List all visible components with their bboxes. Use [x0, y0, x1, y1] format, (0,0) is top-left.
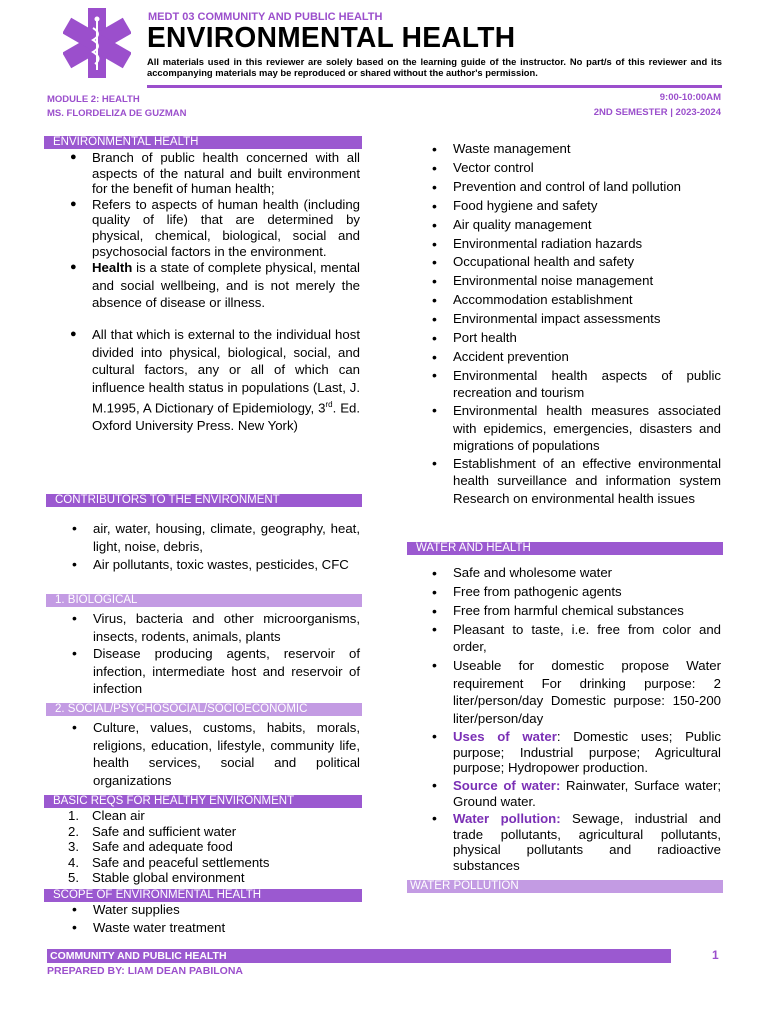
scope-list-right [453, 140, 721, 508]
list-item: 1. Clean air [68, 808, 145, 823]
list-item [92, 259, 360, 312]
list-item: • Air quality management [453, 216, 721, 235]
footer-bar: COMMUNITY AND PUBLIC HEALTH [47, 949, 671, 963]
list-item: • Vector control [453, 159, 721, 178]
list-item: • Virus, bacteria and other microorganisms, insects, rodents, animals, plants [93, 610, 360, 645]
env-health-list [92, 150, 360, 435]
list-item: • Environmental health measures associated with epidemics, emergencies, disasters and migrations of populations [453, 402, 721, 455]
section-heading-basic-reqs: BASIC REQS FOR HEALTHY ENVIRONMENT [44, 795, 362, 808]
water-pollution-label: Water pollution: [453, 811, 561, 827]
page-number: 1 [712, 948, 719, 962]
section-heading-environmental-health: ENVIRONMENTAL HEALTH [44, 136, 362, 149]
list-item: • Useable for domestic propose Water requirement For drinking purpose: 2 liter/person/day Domestic purpose: 150-200 liter/person/day [453, 657, 721, 727]
list-item: • Accommodation establishment [453, 291, 721, 310]
list-item: ● All that which is external to the individual host divided into physical, biological, social, and cultural factors, any or all of which can influence health status in populations (Last, J. M.1995, A Dictionary of Epidemiology, 3rd. Ed. Oxford University Press. New York) [92, 326, 360, 435]
section-heading-water-pollution: WATER POLLUTION [407, 880, 723, 893]
disclaimer: All materials used in this reviewer are solely based on the learning guide of the instructor. No part/s of this reviewer and its accompanying materials may be reproduced or shared without the author's permission. [147, 56, 722, 78]
instructor-label: MS. FLORDELIZA DE GUZMAN [47, 108, 187, 119]
health-term: Health [92, 260, 133, 276]
list-item: • Port health [453, 329, 721, 348]
list-item: • Culture, values, customs, habits, morals, religions, education, lifestyle, community life, health services, social and political organizations [93, 719, 360, 789]
list-item: • Disease producing agents, reservoir of infection, intermediate host and reservoir of infection [93, 645, 360, 698]
list-item: • Water supplies [93, 901, 360, 919]
page-title: ENVIRONMENTAL HEALTH [147, 22, 516, 54]
list-item: • Food hygiene and safety [453, 197, 721, 216]
list-item: 5. Stable global environment [68, 870, 245, 886]
list-item: • Establishment of an effective environmental health surveillance and information system Research on environmental health issues [453, 455, 721, 508]
water-health-list [453, 564, 721, 874]
section-heading-biological: 1. BIOLOGICAL [46, 594, 362, 607]
list-item: • Uses of water: Domestic uses; Public purpose; Industrial purpose; Agricultural purpose; Hydropower production. [453, 729, 721, 776]
list-item: • Environmental radiation hazards [453, 235, 721, 254]
list-item: 3. Safe and adequate food [68, 839, 233, 855]
list-item: • Prevention and control of land pollution [453, 178, 721, 197]
list-item: ● Refers to aspects of human health (including quality of life) that are determined by physical, chemical, biological, social and psychosocial factors in the environment. [92, 197, 360, 259]
list-item: • Waste water treatment [93, 919, 360, 937]
list-item: 2. Safe and sufficient water [68, 823, 237, 839]
list-item: • Waste management [453, 140, 721, 159]
section-heading-social: 2. SOCIAL/PSYCHOSOCIAL/SOCIOECONOMIC [46, 703, 362, 716]
course-title: MEDT 03 COMMUNITY AND PUBLIC HEALTH [148, 11, 383, 23]
biological-list [93, 610, 360, 698]
semester-label: 2ND SEMESTER | 2023-2024 [593, 107, 721, 118]
list-item: • Pleasant to taste, i.e. free from color and order, [453, 621, 721, 656]
list-item: • Free from pathogenic agents [453, 583, 721, 602]
module-label: MODULE 2: HEALTH [47, 94, 140, 105]
section-heading-water-health: WATER AND HEALTH [407, 542, 723, 555]
list-item: 4. Safe and peaceful settlements [68, 854, 270, 870]
list-item: • Occupational health and safety [453, 253, 721, 272]
list-item: • Environmental health aspects of public recreation and tourism [453, 367, 721, 402]
source-of-water-label: Source of water: [453, 778, 561, 794]
list-item: • Free from harmful chemical substances [453, 602, 721, 621]
scope-list-left [93, 901, 360, 936]
health-definition: is a state of complete physical, mental and social wellbeing, and is not merely the absence of disease or illness. [92, 260, 360, 311]
list-item: • Environmental noise management [453, 272, 721, 291]
list-item: • air, water, housing, climate, geography, heat, light, noise, debris, [93, 520, 360, 555]
social-list [93, 719, 360, 789]
list-item: • Water pollution: Sewage, industrial and trade pollutants, agricultural pollutants, physical pollutants and radioactive substances [453, 811, 721, 873]
uses-of-water-label: Uses of water [453, 729, 557, 745]
list-item: • Safe and wholesome water [453, 564, 721, 583]
list-item: • Accident prevention [453, 348, 721, 367]
list-item: • Air pollutants, toxic wastes, pesticides, CFC [93, 556, 360, 574]
star-of-life-logo [63, 8, 131, 78]
time-label: 9:00-10:00AM [659, 92, 721, 103]
contributors-list [93, 520, 360, 574]
section-heading-contributors: CONTRIBUTORS TO THE ENVIRONMENT [46, 494, 362, 507]
list-item: ● Branch of public health concerned with all aspects of the natural and built environment for the benefit of human health; [92, 150, 360, 197]
list-item: • Environmental impact assessments [453, 310, 721, 329]
list-item: • Source of water: Rainwater, Surface water; Ground water. [453, 778, 721, 809]
section-heading-scope: SCOPE OF ENVIRONMENTAL HEALTH [44, 889, 362, 902]
header-divider [147, 85, 722, 88]
prepared-by: PREPARED BY: LIAM DEAN PABILONA [47, 965, 244, 977]
basic-reqs-list [68, 808, 360, 886]
